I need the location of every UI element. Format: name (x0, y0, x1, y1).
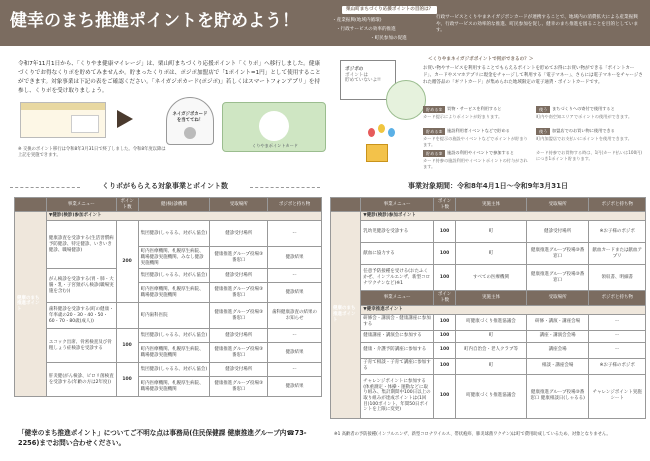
step-small: カード持参でお買物する時は、1円(カード払いは100円)につき1ポイント貯まります。 (536, 150, 643, 162)
divider (250, 187, 320, 188)
column-header: 受取場所 (526, 198, 589, 212)
column-header: 実施主体 (456, 198, 527, 212)
purpose-description: 行政サービスとくりやまネイガジポンカードが連携することで、地域内の消費拡大による産業振興や、行政サービスの効率的な推進、町民参加を促し、健幸のまち推進を図ることを目的としています。 (436, 15, 639, 34)
purpose-question: 栗山町まちづくり応援ポイントの目的は？ (342, 6, 437, 14)
column-header: ポジポと持ち物 (589, 291, 646, 305)
table-header-row (331, 291, 646, 305)
purpose-item-1: ・産業振興(地域内循環) (332, 18, 382, 23)
right-section-title: 事業対象期間：令和8年4月1日～令和9年3月31日 (407, 182, 569, 190)
balloon-icon (388, 128, 395, 137)
table-header-row (331, 198, 646, 212)
table-row: がん検診を受診する(胃・肺・大腸・乳・子宮頸がん検診(職場実施を含む)) 集団健診(しゃるる、対がん協会) 健診受付場所 ー (15, 269, 322, 283)
point-card-label: くりやまポイントカード (252, 143, 298, 148)
page-title: 健幸のまち推進ポイントを貯めよう！ (10, 11, 299, 31)
reader-label: ネイガジポカード を当ててね！ (172, 112, 208, 123)
table-row: 乳幼児健診を受診する 100 町 健診受付場所 ※お子様のポジポ (331, 221, 646, 243)
table-subheader: 健康のまち推進ポイント ▼健診(検診)参加ポイント (331, 212, 646, 221)
column-header: 受取場所 (526, 291, 589, 305)
column-header: 実施主体 (456, 291, 527, 305)
step-small: カード持参の施設利用やイベントポイントの付与がされます。 (423, 158, 528, 170)
column-header: 事業メニュー (46, 198, 116, 212)
right-section-header (330, 182, 646, 192)
column-header: 健(検)診機関 (138, 198, 210, 212)
purpose-item-2: ・行政サービスの効率的推進 (336, 27, 396, 32)
table-row: 献血に協力する 100 町 健康推進グループ役場③番窓口 献血カードまたは献血アプリ (331, 243, 646, 265)
step-small: 町内や南空知エリアでポイントの使用ができます。 (536, 114, 633, 119)
mascot-icon (386, 80, 426, 120)
purpose-panel (326, 3, 646, 43)
column-header: ポジポと持ち物 (268, 198, 322, 212)
table-row: 肝炎健(がん検診、ピロリ菌検査を受診する(年齢の方は2年度)) 100 集団健診(しゃるる、対がん協会) 健診受付場所 ー (15, 363, 322, 377)
side-label: 健康のまち推進ポイント (331, 212, 361, 418)
column-header: ポイント数 (433, 291, 455, 305)
table-row: 研修会・講演会・健康講座に参加する 100 町健康づくり推進協議会 研修・講演・講座会場 ー (331, 314, 646, 330)
table-header-row (15, 198, 322, 212)
left-points-table (14, 197, 322, 397)
how-it-works-panel (340, 56, 646, 176)
step-text: 施設の利用やイベントで参加すると (447, 150, 515, 155)
panel-title: ＜くりやまネイガジポポイントで何ができるの？＞ (428, 57, 534, 62)
step-badge: 貯める① (423, 106, 445, 113)
column-header: ポイント数 (116, 198, 138, 212)
column-header: ポイント数 (433, 198, 455, 212)
balloon-icon (368, 128, 375, 137)
left-section-title: くりポがもらえる対象事業とポイント数 (102, 182, 228, 190)
step-badge: 貯める③ (423, 150, 445, 157)
step-text: 加盟店でのお買い物に使用できる (552, 128, 615, 133)
arrow-right-icon (117, 110, 133, 128)
side-label: 健康のまち推進ポイント (15, 212, 47, 397)
mini-card-image (71, 115, 99, 133)
mascot-icon (259, 111, 289, 141)
table-row: 任意予防接種を受ける(おたふくかぜ、インフルエンザ、新型コロナワクチンなど)※1 100 すべての医療機関 健康推進グループ役場③番窓口 領収書、明細書 (331, 265, 646, 291)
column-header: 事業メニュー (361, 291, 434, 305)
step-text: まちづくりへの寄付で使用すると (552, 106, 615, 111)
panel-text: お買い物やサービスを利用することでもらえるポイントを貯めてお得にお買い物ができる「ポイントカード」、カードやスマホアプリに現金をチャージして利用する「電子マネー」、さらには電子マネーをチャージされた贈答品の「ギフトカード」が集められた地域限定の電子通貨・ポイントカードです。 (423, 66, 643, 85)
step-badge: 使う (536, 106, 550, 113)
footnote: ※1 高齢者の予防接種(インフルエンザ、新型コロナワイルス、帯状疱疹、肺炎球菌ワクチン)は町で費用助成しているため、対象となりません。 (334, 432, 611, 437)
gift-icon (366, 144, 388, 162)
step-small: カード提示によりポイントが貯まります。 (423, 114, 503, 119)
transition-note: ※ 交換のポイント移行は令和8年3月31日で終了しました。令和8年度以降は上記を実施できます。 (18, 147, 166, 159)
table-row: チャレンジポイントに参加する(体重測定・体操・運動などに取り組み、集計期間中100日以上の取り組みが達成ポイントは(1回目)100ポイント、年間50日ポイントを上限に変更) 100 町健康づくり推進協議会 健康推進グループ役場③番窓口 健康相談日(しゃるる) チャレンジポイント実施シート (331, 374, 646, 418)
table-subheader: 健康のまち推進ポイント ▼健診(検診)参加ポイント (15, 212, 322, 221)
table-row: 町内医療機関、札幌厚生病院、職場健診実施機関 健康推進グループ役場③番窓口 健診結果 (15, 283, 322, 303)
leaflet-strip (21, 103, 105, 110)
purpose-item-3: ・町民参加の促進 (370, 36, 407, 41)
step-text: 施設利用者イベントなどで貯める (447, 128, 510, 133)
point-card-image (222, 102, 326, 152)
intro-text: 令和7年11月1日から、「くりやま健康マイレージ」は、栗山町まちづくり応援ポイント「くりポ」へ移行しました。健康づくりでお得なくりポを貯めてみませんか。貯まったくりポは、ポジポ加盟店で「1ポイント=1円」として使用することができます。対象事業は下記の表をご確認ください。「ネイガジポカード(ポジポ)」若しくはスマートフォンアプリ」を持参し、くりポを受け取りましょう。 (18, 61, 321, 95)
table-row: 歯科健診を受診する(町の健康・年率歳の20・30・40・50・60・70・80歳(成人)) 町内歯科医院 健康推進グループ役場③番窓口 歯科健康診査の結果のお知らせ (15, 303, 322, 329)
column-header: 受取場所 (210, 198, 268, 212)
balloon-icon (378, 124, 385, 133)
reader-dot-icon (184, 127, 196, 139)
table-row: エコック出席、骨密検査及び骨粗しょう症検診を受診する 100 集団健診(しゃるる、対がん協会) 健診受付場所 ー (15, 329, 322, 343)
step-text: 買物・サービスを利用すると (447, 106, 502, 111)
table-row: 健康・介護予防講座に参加する 100 町内自治会・老人クラブ等 講座会場 ー (331, 342, 646, 358)
column-header: 事業メニュー (361, 198, 434, 212)
step-small: カードを提示の施設やイベントなどでポイントが貯まります。 (423, 136, 528, 148)
table-row: 町内医療機関、札幌厚生病院、職場健診実施機関、みなし健診実施機関 健康推進グループ役場③番窓口 健診結果 (15, 247, 322, 269)
table-row: 健康講座・講演会に参加する 100 町 講座・講演会会場 ー (331, 330, 646, 342)
table-row: 町内医療機関、札幌厚生病院、職場健診実施機関 健康推進グループ役場③番窓口 健診結果 (15, 377, 322, 397)
step-badge: 貯める② (423, 128, 445, 135)
leaflet-image (20, 102, 106, 138)
column-header: ポジポと持ち物 (589, 198, 646, 212)
table-row: 健康診査を受診する(生活習慣病予防健診、特定健診、いきいき健診、職場健診) 200 集団健診(しゃるる、対がん協会) 健診受付場所 ー (15, 221, 322, 247)
table-row: 町内医療機関、札幌厚生病院、職場健診実施機関 健康推進グループ役場③番窓口 健診結果 (15, 343, 322, 363)
step-small: 町内加盟店でお支払いにポイントを使用できます。 (536, 136, 632, 141)
table-row: 子育て相談・子育て講座に参加する 100 町 相談・講座会場 ※お子様のポジポ (331, 358, 646, 374)
header-banner (0, 0, 650, 46)
step-badge: 使う (536, 128, 550, 135)
right-points-table (330, 197, 646, 419)
left-section-header (10, 182, 320, 192)
card-reader-image (166, 97, 214, 145)
table-subheader: ▼健幸推進ポイント (331, 305, 646, 314)
contact-note: 「健幸のまち推進ポイント」についてご不明な点は事務局(住民保健課 健康推進グループ内☎73-2256)までお問い合わせください。 (18, 429, 307, 447)
mascot-board: ポジポの ポイントは 貯めていないよ!! (340, 60, 396, 100)
